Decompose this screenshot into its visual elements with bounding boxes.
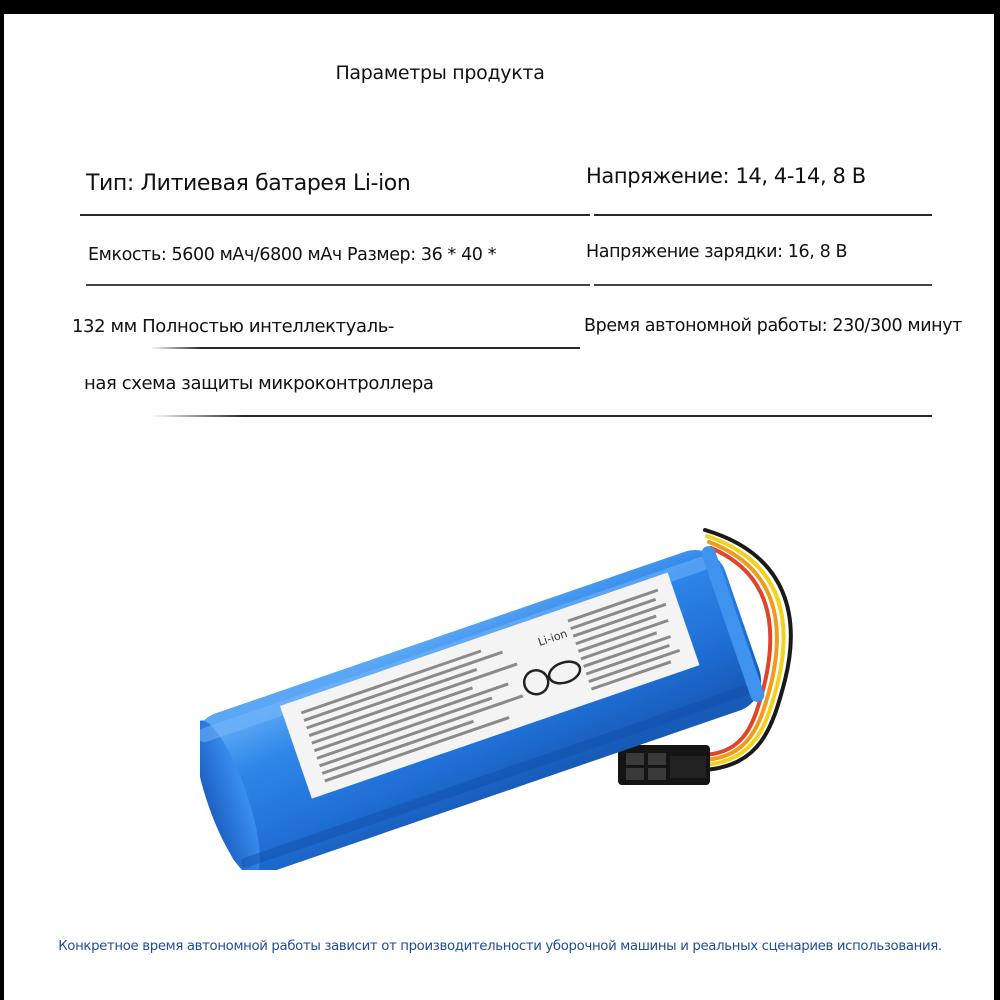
spec-protection-cont: ная схема защиты микроконтроллера (84, 373, 434, 394)
battery-chemistry-label: Li-ion (536, 626, 569, 650)
divider (150, 347, 580, 349)
connector-icon (618, 745, 710, 785)
page-title: Параметры продукта (335, 62, 545, 84)
footnote: Конкретное время автономной работы зависит от производительности уборочной машины и реальных сценариев использования. (58, 939, 942, 954)
spec-charge-voltage: Напряжение зарядки: 16, 8 В (586, 242, 848, 262)
left-border (0, 0, 4, 1000)
divider (150, 415, 932, 417)
divider (594, 214, 932, 216)
spec-voltage: Напряжение: 14, 4-14, 8 В (586, 164, 866, 188)
divider (594, 284, 932, 286)
right-border (994, 0, 1000, 1000)
spec-runtime: Время автономной работы: 230/300 минут (584, 316, 962, 336)
spec-capacity-size: Емкость: 5600 мАч/6800 мАч Размер: 36 * 40 * (88, 245, 497, 265)
spec-size-protection: 132 мм Полностью интеллектуаль- (72, 316, 395, 337)
spec-type: Тип: Литиевая батарея Li-ion (86, 171, 411, 196)
divider (86, 284, 590, 286)
divider (80, 214, 590, 216)
battery-image (200, 470, 820, 870)
top-border (0, 0, 1000, 14)
battery-body (200, 541, 770, 870)
